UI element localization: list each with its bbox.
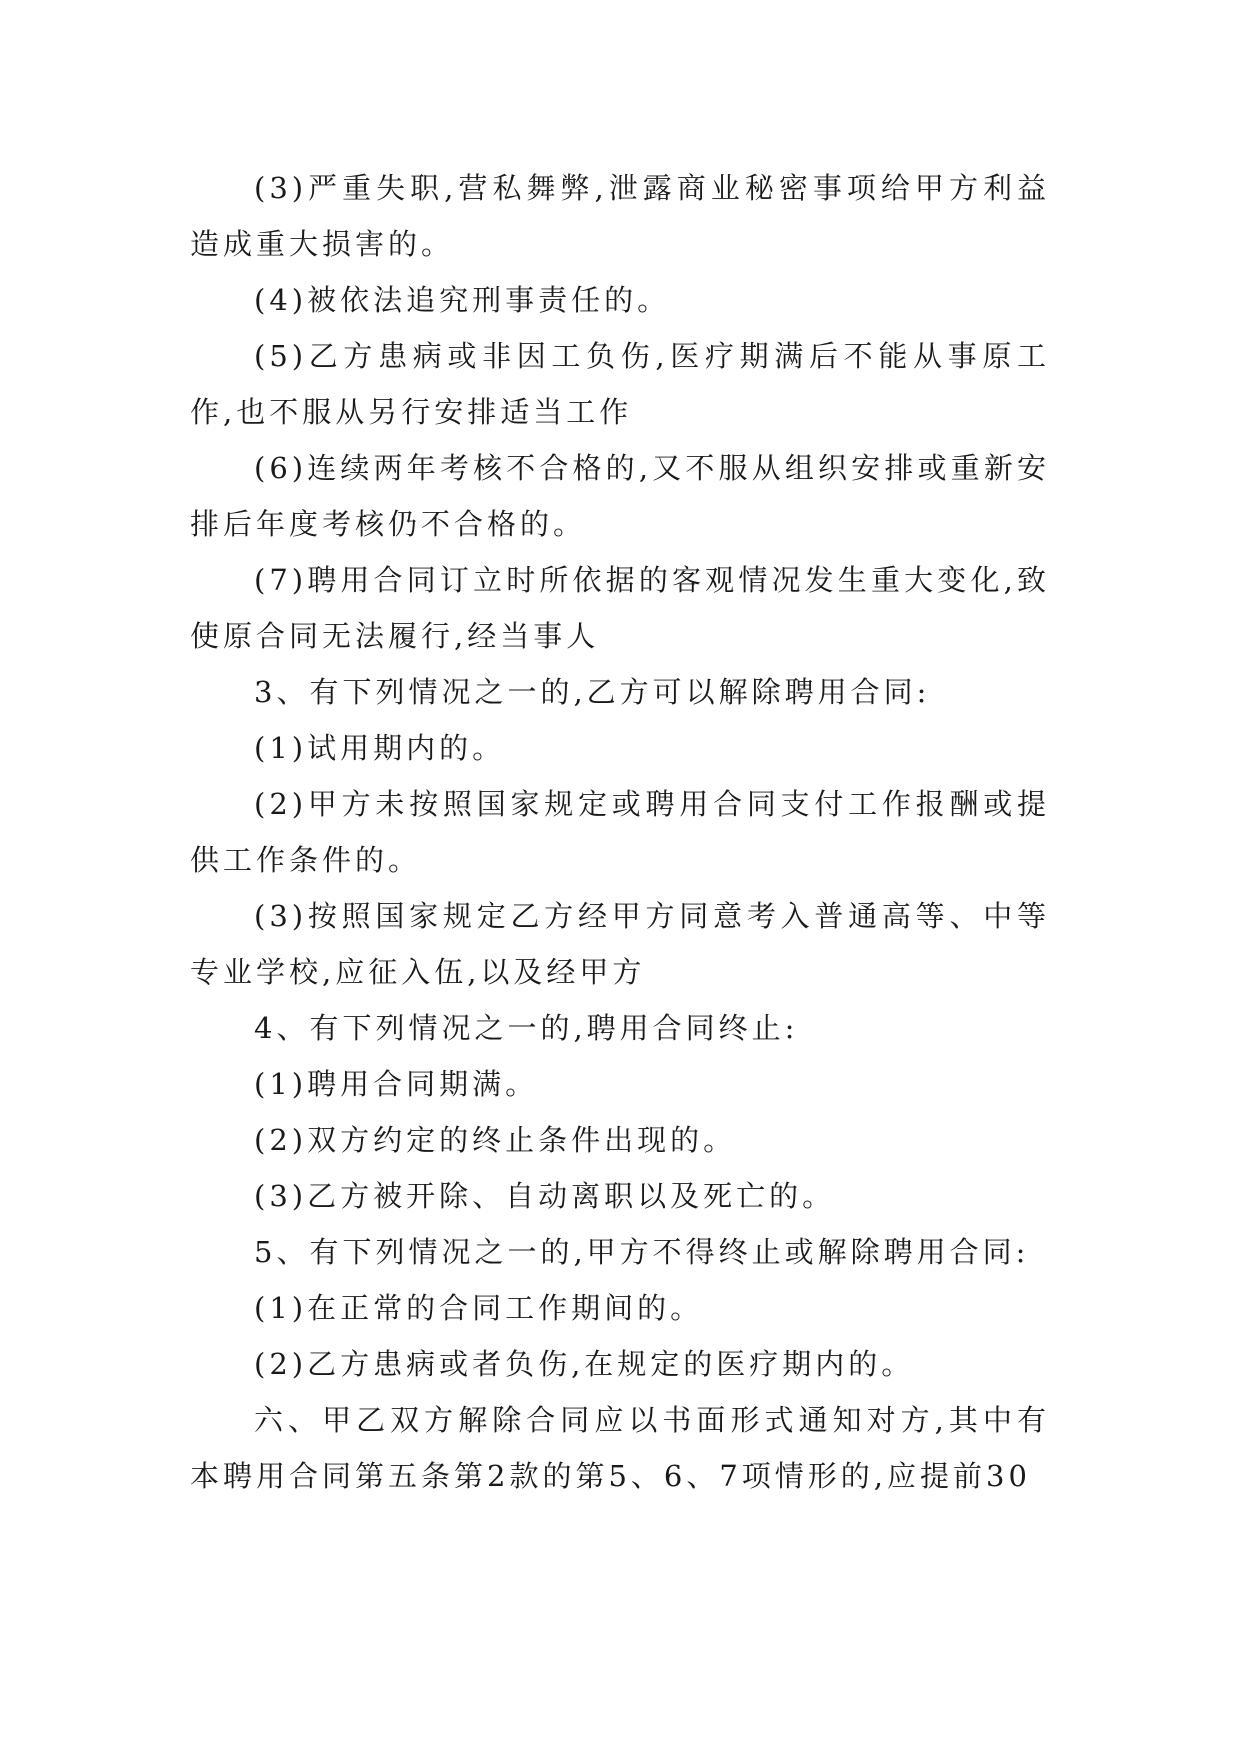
paragraph-2-5: (5)乙方患病或非因工负伤,医疗期满后不能从事原工作,也不服从另行安排适当工作 — [190, 339, 1050, 429]
paragraph-2-6: (6)连续两年考核不合格的,又不服从组织安排或重新安排后年度考核仍不合格的。 — [190, 451, 1050, 541]
paragraph-3-3: (3)按照国家规定乙方经甲方同意考入普通高等、中等专业学校,应征入伍,以及经甲方 — [190, 899, 1050, 989]
section-4-heading: 4、有下列情况之一的,聘用合同终止: — [254, 1011, 799, 1045]
document-body — [190, 160, 1050, 1504]
section-3-heading: 3、有下列情况之一的,乙方可以解除聘用合同: — [254, 675, 931, 709]
paragraph-2-4: (4)被依法追究刑事责任的。 — [254, 283, 671, 317]
paragraph-2-3: (3)严重失职,营私舞弊,泄露商业秘密事项给甲方利益造成重大损害的。 — [190, 171, 1050, 261]
paragraph-3-2: (2)甲方未按照国家规定或聘用合同支付工作报酬或提供工作条件的。 — [190, 787, 1050, 877]
paragraph-4-1: (1)聘用合同期满。 — [254, 1067, 539, 1101]
article-6-paragraph: 六、甲乙双方解除合同应以书面形式通知对方,其中有本聘用合同第五条第2款的第5、6、7项情形的,应提前30 — [190, 1403, 1050, 1493]
paragraph-5-1: (1)在正常的合同工作期间的。 — [254, 1291, 704, 1325]
paragraph-5-2: (2)乙方患病或者负伤,在规定的医疗期内的。 — [254, 1347, 915, 1381]
paragraph-2-7: (7)聘用合同订立时所依据的客观情况发生重大变化,致使原合同无法履行,经当事人 — [190, 563, 1050, 653]
paragraph-4-2: (2)双方约定的终止条件出现的。 — [254, 1123, 737, 1157]
paragraph-4-3: (3)乙方被开除、自动离职以及死亡的。 — [254, 1179, 836, 1213]
section-5-heading: 5、有下列情况之一的,甲方不得终止或解除聘用合同: — [254, 1235, 1030, 1269]
paragraph-3-1: (1)试用期内的。 — [254, 731, 506, 765]
